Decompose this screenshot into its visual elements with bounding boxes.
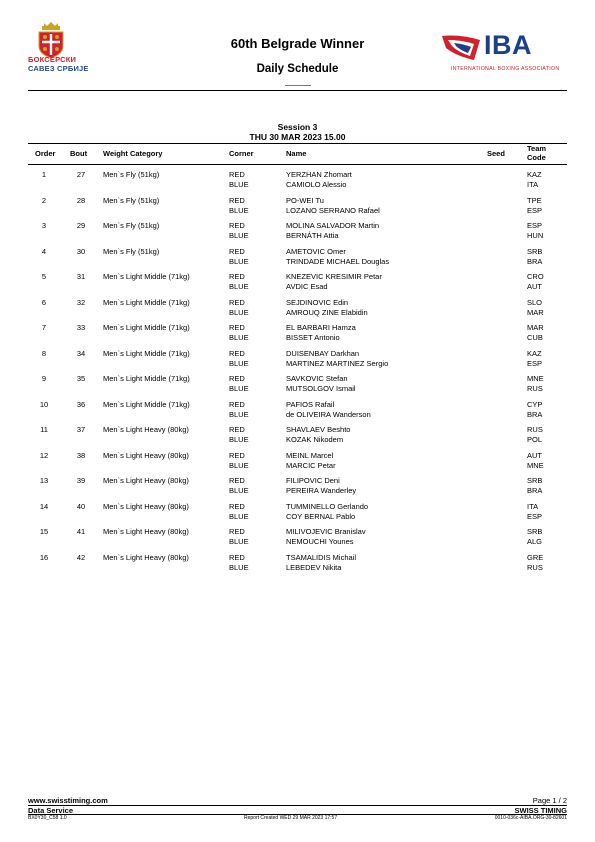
header-weight-category: Weight Category — [103, 149, 163, 158]
cell-team-red: AUT — [527, 450, 542, 460]
cell-bout: 38 — [76, 450, 86, 460]
cell-corner-red: RED — [229, 476, 245, 485]
table-row — [0, 349, 595, 369]
header-name: Name — [286, 149, 307, 158]
cell-bout: 36 — [76, 399, 86, 409]
cell-order: 2 — [41, 195, 47, 205]
table-row — [0, 272, 595, 292]
cell-order: 12 — [39, 450, 49, 460]
table-row — [0, 170, 595, 190]
cell-corner-red: RED — [229, 297, 245, 307]
logo-text-line1: БОКСЕРСКИ — [28, 55, 77, 64]
cell-team-blue: BRA — [527, 486, 543, 495]
cell-team-red: CYP — [527, 399, 543, 409]
event-title: 60th Belgrade Winner — [230, 36, 365, 51]
cell-team-blue: ITA — [527, 180, 539, 189]
table-row — [0, 247, 595, 267]
cell-corner-red: RED — [229, 323, 245, 332]
cell-name-red: FILIPOVIC Deni — [286, 476, 340, 485]
cell-bout: 31 — [76, 272, 86, 281]
cell-bout: 34 — [76, 348, 86, 358]
title-underline — [285, 85, 311, 86]
table-row — [0, 451, 595, 471]
cell-weight-category: Men`s Fly (51kg) — [103, 195, 160, 205]
iba-emblem-icon — [440, 34, 484, 64]
cell-corner-blue: BLUE — [229, 562, 249, 572]
cell-team-red: ESP — [527, 221, 543, 230]
cell-name-blue: COY BERNAL Pablo — [286, 511, 356, 521]
cell-corner-blue: BLUE — [229, 435, 249, 444]
cell-weight-category: Men`s Light Heavy (80kg) — [103, 552, 189, 562]
cell-team-red: GRE — [527, 552, 544, 562]
cell-order: 10 — [39, 399, 49, 409]
cell-order: 4 — [41, 246, 47, 256]
cell-team-blue: BRA — [527, 256, 543, 266]
cell-team-blue: ESP — [527, 511, 543, 521]
table-row — [0, 476, 595, 496]
cell-weight-category: Men`s Light Middle (71kg) — [103, 297, 190, 307]
cell-name-blue: LOZANO SERRANO Rafael — [286, 205, 380, 215]
cell-team-blue: POL — [527, 435, 543, 444]
cell-team-red: RUS — [527, 425, 543, 434]
document-title: Daily Schedule — [256, 63, 339, 75]
cell-name-blue: BISSET Antonio — [286, 333, 340, 342]
cell-corner-red: RED — [229, 374, 245, 383]
cell-bout: 35 — [76, 374, 86, 383]
cell-weight-category: Men`s Light Heavy (80kg) — [103, 425, 189, 434]
cell-corner-red: RED — [229, 399, 245, 409]
cell-corner-red: RED — [229, 170, 245, 179]
cell-corner-blue: BLUE — [229, 409, 249, 419]
cell-name-red: PAFIOS Rafail — [286, 399, 335, 409]
iba-logo-subtitle: INTERNATIONAL BOXING ASSOCIATION — [451, 66, 560, 72]
cell-weight-category: Men`s Fly (51kg) — [103, 246, 160, 256]
table-row — [0, 374, 595, 394]
table-row — [0, 527, 595, 547]
cell-weight-category: Men`s Light Heavy (80kg) — [103, 501, 189, 511]
cell-name-red: SHAVLAEV Beshto — [286, 425, 351, 434]
header-bout: Bout — [70, 149, 88, 158]
header-corner: Corner — [229, 149, 254, 158]
document-code: BX0Y30_C58 1.0 — [28, 815, 67, 821]
cell-name-red: TUMMINELLO Gerlando — [286, 501, 369, 511]
reference-code: 0010-036c-AIBA.ORG-30-82601 — [494, 815, 567, 821]
page-number: Page 1 / 2 — [532, 796, 567, 805]
cell-corner-red: RED — [229, 221, 245, 230]
table-header — [28, 143, 567, 165]
cell-corner-red: RED — [229, 527, 245, 536]
cell-team-red: MAR — [527, 323, 544, 332]
iba-logo-text: IBA — [484, 30, 532, 60]
cell-order: 8 — [41, 348, 47, 358]
cell-weight-category: Men`s Light Middle (71kg) — [103, 348, 190, 358]
cell-name-red: DUISENBAY Darkhan — [286, 348, 360, 358]
cell-corner-red: RED — [229, 272, 245, 281]
cell-order: 16 — [39, 552, 49, 562]
cell-name-blue: CAMIOLO Alessio — [286, 180, 347, 189]
cell-name-red: EL BARBARI Hamza — [286, 323, 356, 332]
cell-name-blue: MARCIC Petar — [286, 460, 336, 470]
cell-team-red: SRB — [527, 476, 543, 485]
cell-team-blue: ESP — [527, 205, 543, 215]
cell-bout: 29 — [76, 221, 86, 230]
header-order: Order — [35, 149, 56, 158]
cell-bout: 27 — [76, 170, 86, 179]
cell-corner-blue: BLUE — [229, 358, 249, 368]
serbian-boxing-logo — [26, 22, 126, 86]
data-service-label: Data Service — [28, 806, 74, 815]
cell-corner-blue: BLUE — [229, 231, 249, 240]
cell-corner-red: RED — [229, 501, 245, 511]
header-divider — [28, 90, 567, 91]
cell-team-red: CRO — [527, 272, 544, 281]
cell-bout: 41 — [76, 527, 86, 536]
cell-bout: 28 — [76, 195, 86, 205]
cell-order: 9 — [41, 374, 47, 383]
cell-order: 6 — [41, 297, 47, 307]
cell-corner-blue: BLUE — [229, 180, 249, 189]
cell-weight-category: Men`s Light Middle (71kg) — [103, 374, 190, 383]
cell-bout: 30 — [76, 246, 86, 256]
cell-team-blue: CUB — [527, 333, 543, 342]
cell-corner-red: RED — [229, 425, 245, 434]
cell-weight-category: Men`s Fly (51kg) — [103, 221, 160, 230]
cell-corner-blue: BLUE — [229, 256, 249, 266]
cell-corner-blue: BLUE — [229, 511, 249, 521]
cell-order: 13 — [39, 476, 49, 485]
cell-team-blue: ALG — [527, 537, 543, 546]
cell-name-blue: MUTSOLGOV Ismail — [286, 384, 356, 393]
cell-name-red: SAVKOVIC Stefan — [286, 374, 348, 383]
cell-corner-red: RED — [229, 552, 245, 562]
cell-name-red: PO-WEI Tu — [286, 195, 324, 205]
cell-name-blue: TRINDADE MICHAEL Douglas — [286, 256, 390, 266]
cell-corner-blue: BLUE — [229, 486, 249, 495]
cell-order: 14 — [39, 501, 49, 511]
cell-order: 1 — [41, 170, 47, 179]
header-team-line1: Team — [527, 144, 547, 153]
cell-bout: 42 — [76, 552, 86, 562]
cell-team-red: KAZ — [527, 170, 542, 179]
cell-name-red: SEJDINOVIC Edin — [286, 297, 349, 307]
cell-corner-red: RED — [229, 450, 245, 460]
table-row — [0, 502, 595, 522]
cell-weight-category: Men`s Fly (51kg) — [103, 170, 160, 179]
cell-corner-red: RED — [229, 195, 245, 205]
cell-name-blue: AMROUQ ZINE Elabidin — [286, 307, 368, 317]
cell-team-red: SLO — [527, 297, 543, 307]
cell-team-red: SRB — [527, 527, 543, 536]
cell-bout: 33 — [76, 323, 86, 332]
cell-name-blue: AVDIC Esad — [286, 282, 328, 291]
cell-team-blue: ESP — [527, 358, 543, 368]
table-row — [0, 553, 595, 573]
table-row — [0, 425, 595, 445]
cell-weight-category: Men`s Light Heavy (80kg) — [103, 476, 189, 485]
cell-name-red: TSAMALIDIS Michail — [286, 552, 357, 562]
cell-weight-category: Men`s Light Heavy (80kg) — [103, 527, 189, 536]
cell-bout: 39 — [76, 476, 86, 485]
cell-corner-blue: BLUE — [229, 333, 249, 342]
cell-order: 3 — [41, 221, 47, 230]
header-team-line2: Code — [527, 153, 546, 162]
cell-team-blue: RUS — [527, 562, 543, 572]
swiss-timing-label: SWISS TIMING — [514, 806, 567, 815]
cell-bout: 37 — [76, 425, 86, 434]
footer-url[interactable]: www.swisstiming.com — [28, 796, 108, 805]
cell-name-blue: PEREIRA Wanderley — [286, 486, 357, 495]
cell-team-blue: AUT — [527, 282, 542, 291]
cell-name-red: MOLINA SALVADOR Martin — [286, 221, 380, 230]
cell-order: 15 — [39, 527, 49, 536]
cell-weight-category: Men`s Light Middle (71kg) — [103, 323, 190, 332]
cell-name-blue: LEBEDEV Nikita — [286, 562, 342, 572]
cell-team-blue: BRA — [527, 409, 543, 419]
cell-corner-blue: BLUE — [229, 307, 249, 317]
cell-name-blue: NEMOUCHI Younes — [286, 537, 354, 546]
cell-corner-red: RED — [229, 246, 245, 256]
cell-team-red: ITA — [527, 501, 539, 511]
cell-weight-category: Men`s Light Middle (71kg) — [103, 399, 190, 409]
cell-weight-category: Men`s Light Middle (71kg) — [103, 272, 190, 281]
session-title: Session 3 — [277, 122, 318, 132]
cell-name-red: YERZHAN Zhomart — [286, 170, 352, 179]
cell-weight-category: Men`s Light Heavy (80kg) — [103, 450, 189, 460]
cell-bout: 40 — [76, 501, 86, 511]
table-row — [0, 323, 595, 343]
cell-corner-blue: BLUE — [229, 384, 249, 393]
table-row — [0, 298, 595, 318]
report-created: Report Created WED 29 MAR 2023 17:57 — [244, 815, 338, 821]
cell-name-blue: MARTINEZ MARTINEZ Sergio — [286, 358, 389, 368]
cell-name-red: AMETOVIC Omer — [286, 246, 346, 256]
cell-corner-blue: BLUE — [229, 537, 249, 546]
table-row — [0, 400, 595, 420]
cell-corner-blue: BLUE — [229, 460, 249, 470]
cell-order: 7 — [41, 323, 47, 332]
cell-name-red: MILIVOJEVIC Branislav — [286, 527, 366, 536]
cell-name-blue: de OLIVEIRA Wanderson — [286, 409, 371, 419]
footer-divider — [28, 805, 567, 806]
table-row — [0, 221, 595, 241]
cell-corner-red: RED — [229, 348, 245, 358]
cell-team-blue: MAR — [527, 307, 544, 317]
logo-text-line2: САВЕЗ СРБИЈЕ — [28, 64, 89, 73]
cell-team-red: SRB — [527, 246, 543, 256]
cell-corner-blue: BLUE — [229, 282, 249, 291]
table-row — [0, 196, 595, 216]
cell-bout: 32 — [76, 297, 86, 307]
cell-name-blue: BERNÁTH Attia — [286, 231, 339, 240]
session-datetime: THU 30 MAR 2023 15.00 — [249, 132, 346, 142]
cell-team-red: KAZ — [527, 348, 542, 358]
cell-team-red: TPE — [527, 195, 542, 205]
header-seed: Seed — [487, 149, 505, 158]
cell-corner-blue: BLUE — [229, 205, 249, 215]
cell-team-blue: RUS — [527, 384, 543, 393]
cell-team-blue: HUN — [527, 231, 544, 240]
cell-team-blue: MNE — [527, 460, 544, 470]
cell-team-red: MNE — [527, 374, 544, 383]
cell-order: 5 — [41, 272, 47, 281]
cell-name-red: MEINL Marcel — [286, 450, 334, 460]
cell-name-red: KNEZEVIC KRESIMIR Petar — [286, 272, 382, 281]
cell-order: 11 — [40, 425, 48, 434]
cell-name-blue: KOZAK Nikodem — [286, 435, 344, 444]
